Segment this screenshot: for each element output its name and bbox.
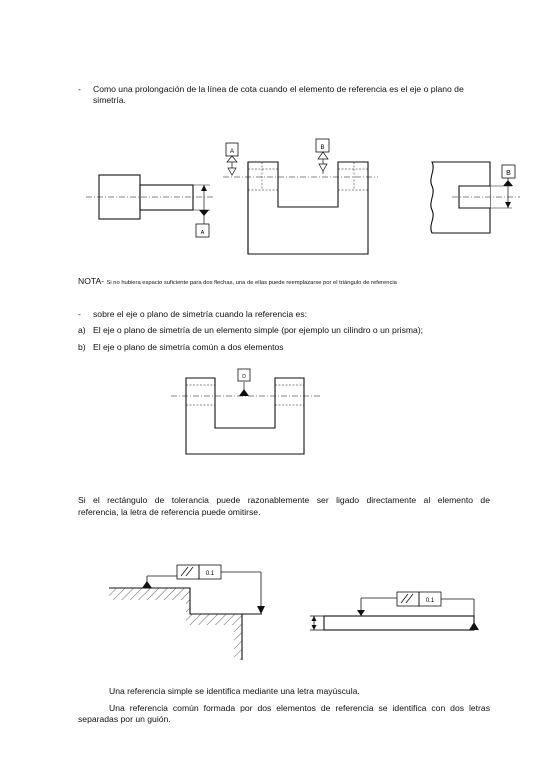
closing-line3: separadas por un guión.	[78, 714, 171, 724]
closing-line1: Una referencia simple se identifica mediante una letra mayúscula.	[109, 686, 360, 696]
datum-letter-a: A	[200, 230, 205, 236]
datum-triangle	[228, 168, 236, 175]
datum-triangle	[239, 389, 249, 396]
closing-line2: Una referencia común formada por dos elementos de referencia se identifica con dos letras	[109, 703, 490, 713]
datum-letter-a: A	[229, 149, 235, 155]
bullet2-text: sobre el eje o plano de simetría cuando la referencia es:	[93, 309, 308, 319]
datum-triangle	[199, 210, 209, 216]
nota-text: Si no hubiera espacio suficiente para dos flechas, una de ellas puede reemplazarse por el triángulo de referencia	[106, 280, 397, 286]
datum-letter: D	[242, 374, 246, 380]
datum-triangle	[503, 180, 513, 186]
item-b-text: El eje o plano de simetría común a dos elementos	[93, 342, 284, 352]
datum-letter-b: B	[320, 145, 325, 151]
figure1-u-block	[223, 139, 378, 254]
datum-triangle	[227, 156, 237, 162]
dimension-arrow	[312, 616, 317, 621]
datum-letter-b: B	[506, 170, 511, 177]
tolerance-value: 0.1	[205, 571, 215, 577]
tolerance-arrow	[357, 610, 365, 616]
bullet1-text-line2: simetría.	[93, 95, 126, 105]
bullet-dash: -	[78, 84, 81, 94]
dimension-arrow	[201, 185, 207, 191]
datum-triangle	[319, 164, 327, 171]
figure1-shaft	[86, 175, 214, 237]
dimension-arrow	[505, 202, 511, 208]
paragraph-omit-line1: Si el rectángulo de tolerancia puede razonablemente ser ligado directamente al elemento de	[78, 495, 490, 505]
item-a-marker: a)	[78, 325, 86, 335]
bullet1-text-line1: Como una prolongación de la línea de cota cuando el elemento de referencia es el eje o plano de	[93, 84, 464, 94]
item-b-marker: b)	[78, 342, 86, 352]
nota-label: NOTA-	[78, 276, 105, 286]
figure2-u-block	[171, 369, 320, 454]
tolerance-value: 0.1	[425, 598, 435, 604]
item-a-text: El eje o plano de simetría de un elemento simple (por ejemplo un cilindro o un prisma);	[93, 325, 424, 335]
figure3-right-plate	[310, 592, 474, 630]
dimension-arrow	[312, 625, 317, 630]
bullet-dash: -	[78, 309, 81, 319]
paragraph-omit-line2: referencia, la letra de referencia puede omitirse.	[78, 507, 261, 517]
datum-triangle	[469, 622, 479, 630]
datum-triangle	[318, 152, 328, 159]
figure3-left-surface	[109, 565, 265, 660]
